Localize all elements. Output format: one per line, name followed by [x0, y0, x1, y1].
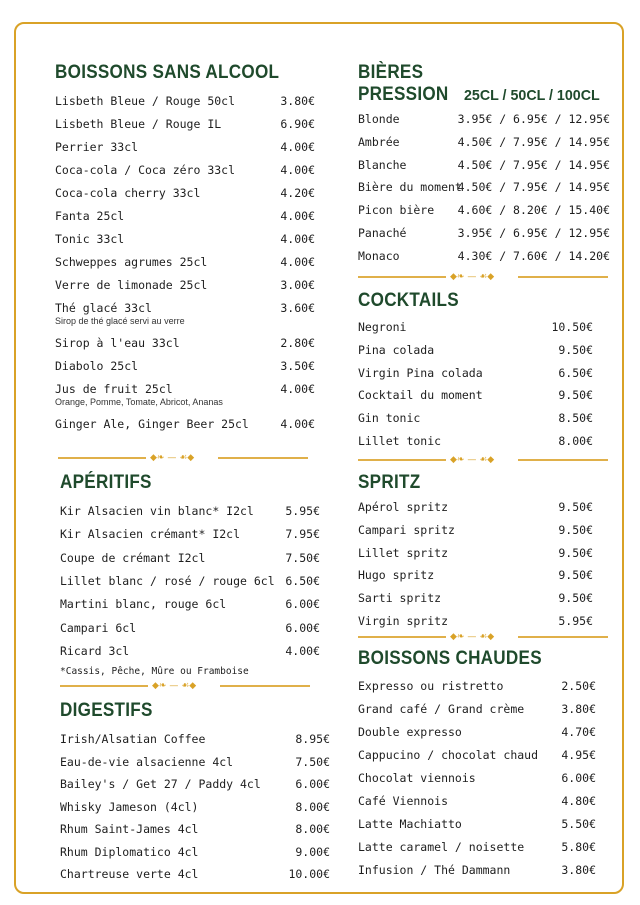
- menu-item-price: 5.80€: [561, 840, 596, 854]
- menu-item-price: 8.50€: [558, 411, 593, 426]
- menu-item-description: Sirop de thé glacé servi au verre: [55, 316, 185, 326]
- menu-item-price: 4.00€: [280, 417, 315, 431]
- menu-item-name: Thé glacé 33cl: [55, 301, 152, 315]
- menu-item-name: Rhum Diplomatico 4cl: [60, 844, 199, 859]
- menu-item-price: 4.50€ / 7.95€ / 14.95€: [457, 134, 610, 149]
- menu-item-price: 4.70€: [561, 725, 596, 739]
- menu-item-price: 3.50€: [280, 359, 315, 373]
- menu-item-price: 7.95€: [285, 527, 320, 542]
- size-headers: 25CL / 50CL / 100CL: [464, 87, 600, 104]
- menu-item-price: 8.00€: [558, 434, 593, 448]
- menu-item-name: Fanta 25cl: [55, 209, 125, 223]
- menu-item-price: 10.50€: [551, 320, 593, 334]
- menu-item-price: 4.00€: [280, 382, 315, 396]
- menu-item-price: 6.00€: [285, 620, 320, 635]
- menu-item-price: 6.00€: [285, 597, 320, 612]
- ornament-icon: ◆❧ — ☙◆: [450, 455, 495, 465]
- menu-item-price: 6.00€: [561, 771, 596, 785]
- menu-item-price: 9.50€: [558, 500, 593, 514]
- menu-item-name: Gin tonic: [358, 411, 421, 426]
- menu-item-price: 9.50€: [558, 568, 593, 583]
- menu-item-price: 7.50€: [285, 550, 320, 565]
- menu-item-description: Orange, Pomme, Tomate, Abricot, Ananas: [55, 397, 223, 407]
- section-cocktails: [358, 290, 608, 455]
- menu-item-name: Latte Machiatto: [358, 817, 462, 831]
- menu-item-name: Bière du moment: [358, 180, 462, 195]
- menu-item-price: 4.50€ / 7.95€ / 14.95€: [457, 180, 610, 195]
- footnote: *Cassis, Pêche, Mûre ou Framboise: [60, 666, 249, 678]
- menu-item-name: Virgin Pina colada: [358, 365, 483, 380]
- menu-item-name: Cappucino / chocolat chaud: [358, 748, 539, 762]
- menu-item-price: 8.95€: [295, 732, 330, 746]
- ornament-divider: [358, 272, 608, 282]
- ornament-divider: [358, 455, 608, 465]
- menu-item-name: Lillet tonic: [358, 434, 442, 448]
- menu-item-name: Lillet blanc / rosé / rouge 6cl: [60, 573, 275, 588]
- menu-item-price: 4.80€: [561, 794, 596, 808]
- menu-item-name: Bailey's / Get 27 / Paddy 4cl: [60, 777, 261, 791]
- menu-item-name: Sirop à l'eau 33cl: [55, 336, 180, 350]
- menu-item-name: Café Viennois: [358, 794, 449, 808]
- menu-item-name: Kir Alsacien crémant* I2cl: [60, 527, 241, 542]
- menu-item-name: Jus de fruit 25cl: [55, 382, 173, 396]
- ornament-divider: [60, 681, 310, 691]
- menu-item-price: 4.00€: [280, 255, 315, 269]
- menu-item-name: Diabolo 25cl: [55, 359, 139, 373]
- menu-item-name: Apérol spritz: [358, 500, 449, 514]
- menu-item-price: 4.20€: [280, 186, 315, 200]
- menu-item-name: Blonde: [358, 112, 400, 126]
- menu-item-price: 6.50€: [558, 365, 593, 380]
- menu-item-price: 4.50€ / 7.95€ / 14.95€: [457, 157, 610, 172]
- menu-item-name: Verre de limonade 25cl: [55, 278, 208, 292]
- menu-item-name: Lillet spritz: [358, 545, 449, 560]
- menu-item-name: Coupe de crémant I2cl: [60, 550, 206, 565]
- menu-item-price: 4.00€: [280, 163, 315, 177]
- menu-item-name: Double expresso: [358, 725, 462, 739]
- section-title-line2: PRESSION: [358, 84, 449, 105]
- section-bieres-pression: [358, 62, 618, 272]
- menu-item-name: Schweppes agrumes 25cl: [55, 255, 208, 269]
- ornament-divider: [358, 632, 608, 642]
- ornament-icon: ◆❧ — ☙◆: [152, 681, 197, 691]
- menu-item-price: 4.60€ / 8.20€ / 15.40€: [457, 203, 610, 218]
- menu-item-price: 4.00€: [285, 643, 320, 658]
- menu-item-name: Hugo spritz: [358, 568, 435, 583]
- menu-item-name: Irish/Alsatian Coffee: [60, 732, 206, 746]
- menu-item-price: 9.50€: [558, 591, 593, 606]
- menu-item-name: Blanche: [358, 157, 407, 172]
- menu-item-price: 9.00€: [295, 844, 330, 859]
- menu-item-name: Pina colada: [358, 342, 435, 357]
- menu-item-price: 8.00€: [295, 822, 330, 836]
- ornament-icon: ◆❧ — ☙◆: [450, 272, 495, 282]
- menu-item-price: 6.90€: [280, 117, 315, 131]
- menu-item-name: Eau-de-vie alsacienne 4cl: [60, 754, 234, 769]
- menu-item-name: Rhum Saint-James 4cl: [60, 822, 199, 836]
- section-digestifs: [60, 700, 335, 885]
- menu-item-name: Kir Alsacien vin blanc* I2cl: [60, 504, 254, 518]
- menu-item-name: Lisbeth Bleue / Rouge IL: [55, 117, 222, 131]
- menu-item-name: Grand café / Grand crème: [358, 702, 525, 716]
- section-spritz: [358, 472, 608, 632]
- menu-item-name: Latte caramel / noisette: [358, 840, 525, 854]
- menu-item-price: 3.60€: [280, 301, 315, 315]
- menu-item-name: Ricard 3cl: [60, 643, 130, 658]
- menu-item-price: 4.00€: [280, 140, 315, 154]
- menu-item-name: Chartreuse verte 4cl: [60, 867, 199, 881]
- menu-item-price: 9.50€: [558, 388, 593, 403]
- menu-item-price: 9.50€: [558, 342, 593, 357]
- menu-item-name: Campari spritz: [358, 522, 455, 537]
- menu-item-price: 2.50€: [561, 679, 596, 693]
- ornament-icon: ◆❧ — ☙◆: [150, 453, 195, 463]
- menu-item-name: Virgin spritz: [358, 614, 449, 628]
- menu-item-name: Lisbeth Bleue / Rouge 50cl: [55, 94, 236, 108]
- section-title: BOISSONS SANS ALCOOL: [55, 62, 280, 83]
- menu-item-name: Campari 6cl: [60, 620, 137, 635]
- section-title-line1: BIÈRES: [358, 62, 424, 83]
- menu-item-name: Ambrée: [358, 134, 400, 149]
- menu-item-name: Negroni: [358, 320, 407, 334]
- menu-item-price: 5.95€: [285, 504, 320, 518]
- menu-item-name: Cocktail du moment: [358, 388, 483, 403]
- menu-item-name: Expresso ou ristretto: [358, 679, 504, 693]
- menu-item-name: Coca-cola / Coca zéro 33cl: [55, 163, 236, 177]
- menu-item-price: 3.80€: [561, 863, 596, 877]
- menu-item-price: 3.80€: [280, 94, 315, 108]
- section-title: COCKTAILS: [358, 290, 459, 311]
- menu-item-price: 8.00€: [295, 799, 330, 814]
- menu-item-name: Chocolat viennois: [358, 771, 476, 785]
- menu-item-name: Coca-cola cherry 33cl: [55, 186, 201, 200]
- menu-item-name: Whisky Jameson (4cl): [60, 799, 199, 814]
- section-title: SPRITZ: [358, 472, 421, 493]
- section-title: BOISSONS CHAUDES: [358, 648, 542, 669]
- section-aperitifs: [60, 472, 330, 682]
- menu-item-price: 4.00€: [280, 209, 315, 223]
- menu-item-price: 5.50€: [561, 817, 596, 831]
- menu-item-name: Picon bière: [358, 203, 435, 218]
- menu-item-name: Panaché: [358, 226, 407, 240]
- menu-item-price: 9.50€: [558, 522, 593, 537]
- menu-item-price: 6.50€: [285, 573, 320, 588]
- menu-item-price: 7.50€: [295, 754, 330, 769]
- menu-item-price: 3.80€: [561, 702, 596, 716]
- section-boissons-chaudes: [358, 648, 608, 883]
- section-title: APÉRITIFS: [60, 472, 152, 493]
- menu-item-price: 2.80€: [280, 336, 315, 350]
- section-title: DIGESTIFS: [60, 700, 153, 721]
- menu-item-price: 4.00€: [280, 232, 315, 246]
- section-boissons-sans-alcool: [55, 62, 325, 452]
- menu-item-price: 5.95€: [558, 614, 593, 628]
- menu-item-price: 6.00€: [295, 777, 330, 791]
- menu-item-price: 3.95€ / 6.95€ / 12.95€: [457, 226, 610, 240]
- menu-item-name: Tonic 33cl: [55, 232, 125, 246]
- menu-item-name: Monaco: [358, 248, 400, 263]
- menu-item-name: Perrier 33cl: [55, 140, 139, 154]
- menu-item-price: 9.50€: [558, 545, 593, 560]
- menu-item-price: 3.95€ / 6.95€ / 12.95€: [457, 112, 610, 126]
- menu-item-name: Martini blanc, rouge 6cl: [60, 597, 227, 612]
- menu-item-price: 4.95€: [561, 748, 596, 762]
- menu-item-name: Infusion / Thé Dammann: [358, 863, 511, 877]
- menu-item-name: Sarti spritz: [358, 591, 442, 606]
- menu-item-price: 4.30€ / 7.60€ / 14.20€: [457, 248, 610, 263]
- ornament-icon: ◆❧ — ☙◆: [450, 632, 495, 642]
- menu-item-price: 10.00€: [288, 867, 330, 881]
- ornament-divider: [58, 453, 308, 463]
- menu-item-name: Ginger Ale, Ginger Beer 25cl: [55, 417, 249, 431]
- menu-item-price: 3.00€: [280, 278, 315, 292]
